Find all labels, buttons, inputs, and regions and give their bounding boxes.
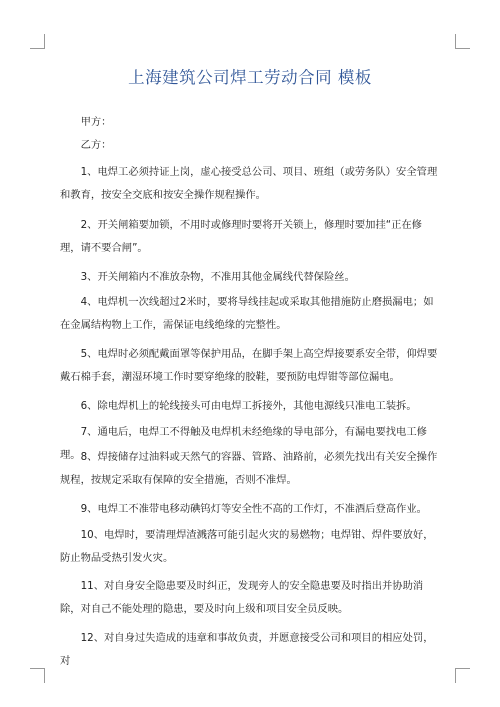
clause-6: 6、除电焊机上的轮线接头可由电焊工拆接外，其他电源线只准电工装拆。 xyxy=(80,400,417,412)
clause-5: 5、电焊时必须配戴面罩等保护用品，在脚手架上高空焊接要系安全带，仰焊要戴石棉手套，潮湿环境工作时要穿绝缘的胶鞋，要预防电焊钳等部位漏电。 xyxy=(60,348,438,383)
clause-4: 4、电焊机一次线超过2米时，要将导线挂起或采取其他措施防止磨损漏电；如在金属结构物上工作，需保证电线绝缘的完整性。 xyxy=(60,296,434,331)
crop-mark-top-right xyxy=(455,34,470,49)
clause-12: 12、对自身过失造成的违章和事故负责，并愿意接受公司和项目的相应处罚，对 xyxy=(60,632,434,667)
crop-mark-bottom-left xyxy=(30,668,45,683)
clause-11: 11、对自身安全隐患要及时纠正，发现旁人的安全隐患要及时指出并协助消除，对自己不能处理的隐患，要及时向上级和项目安全员反映。 xyxy=(60,580,424,615)
clause-8: 8、焊接储存过油料或天然气的容器、管路、油路前，必须先找出有关安全操作规程，按规定采取有保障的安全措施，否则不准焊。 xyxy=(60,451,438,486)
clause-7: 7、通电后，电焊工不得触及电焊机未经绝缘的导电部分，有漏电要找电工修理。 xyxy=(60,426,427,461)
clause-3: 3、开关闸箱内不准放杂物，不准用其他金属线代替保险丝。 xyxy=(80,271,355,283)
crop-mark-bottom-right xyxy=(455,668,470,683)
clause-2: 2、开关闸箱要加锁，不用时或修理时要将开关锁上，修理时要加挂“正在修理，请不要合闸”。 xyxy=(60,219,422,254)
clause-10: 10、电焊时，要清理焊渣溅落可能引起火灾的易燃物；电焊钳、焊件要放好，防止物品受热引发火灾。 xyxy=(60,529,434,564)
clause-9: 9、电焊工不准带电移动碘钨灯等安全性不高的工作灯，不准酒后登高作业。 xyxy=(80,503,427,515)
party-b-line: 乙方： xyxy=(80,139,112,151)
party-a-line: 甲方： xyxy=(80,116,112,128)
document-title: 上海建筑公司焊工劳动合同 模板 xyxy=(128,68,372,87)
clause-1: 1、电焊工必须持证上岗，虚心接受总公司、项目、班组（或劳务队）安全管理和教育，按安全交底和按安全操作规程操作。 xyxy=(60,166,438,201)
crop-mark-top-left xyxy=(30,34,45,49)
